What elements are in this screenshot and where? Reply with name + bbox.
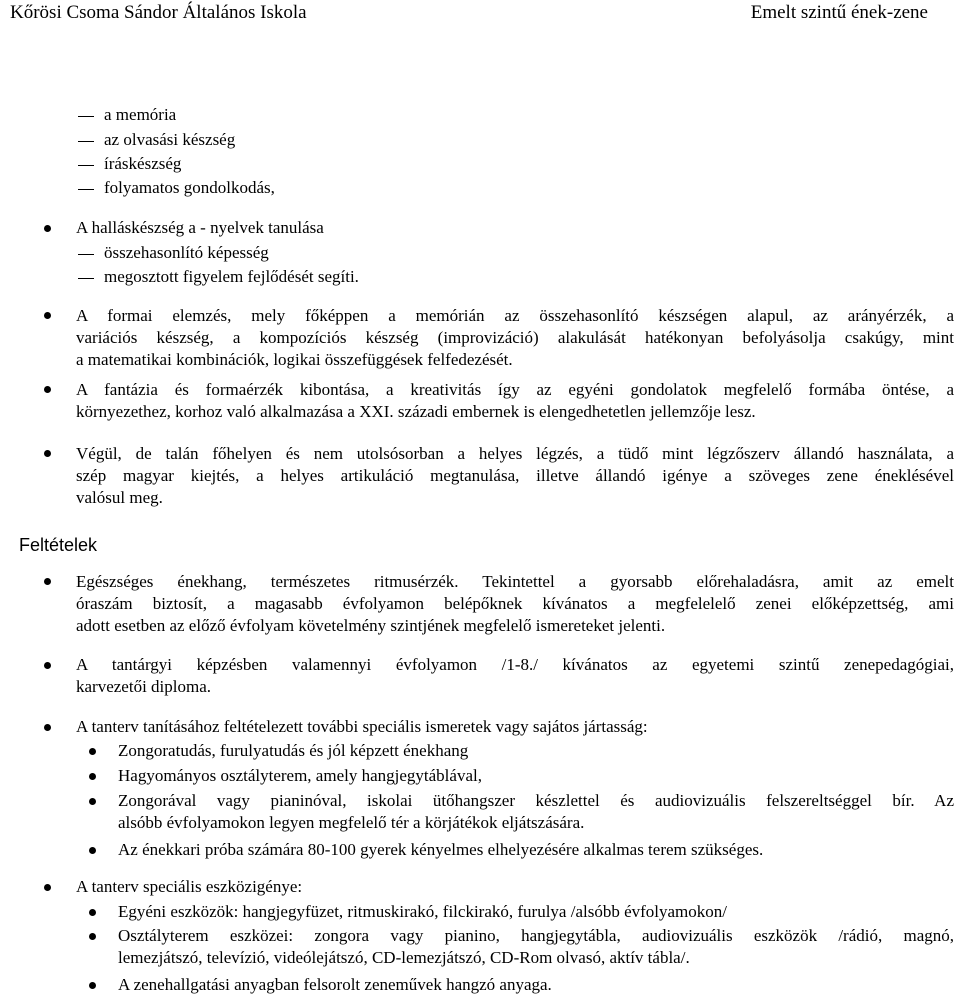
text-line: A fantázia és formaérzék kibontása, a kreativitás így az egyéni gondolatok megfelelő formába öntése, a [76, 380, 954, 399]
subject-name: Emelt szintű ének-zene [750, 2, 928, 23]
bullet-dot [89, 982, 96, 989]
dash-item: a memória [104, 105, 177, 124]
list-item-eszkozigeny: A tanterv speciális eszközigénye: [76, 877, 303, 896]
bullet-dot [89, 798, 96, 805]
text-line: karvezetői diploma. [76, 677, 212, 696]
text-line: A formai elemzés, mely főképpen a memórián az összehasonlító készségen alapul, az arányérzék, a [76, 306, 954, 325]
bullet-dot [44, 884, 51, 891]
dash-marker [78, 254, 94, 255]
sub-item [118, 790, 954, 834]
text-line: Osztályterem eszközei: zongora vagy pianino, hangjegytábla, audiovizuális eszközök /rádió, magnó, [118, 926, 954, 945]
text-line: alsóbb évfolyamokon legyen megfelelő tér a körjátékok eljátszására. [118, 813, 585, 832]
dash-item: összehasonlító képesség [104, 243, 269, 262]
text-line: a matematikai kombinációk, logikai összefüggések felfedezését. [76, 350, 513, 369]
text-line: szép magyar kiejtés, a helyes artikuláció megtanulása, illetve állandó igénye a szöveges zene éneklésével [76, 466, 954, 485]
text-line: A tantárgyi képzésben valamennyi évfolyamon /1-8./ kívánatos az egyetemi szintű zenepedagógiai, [76, 655, 954, 674]
text-line: óraszám biztosít, a magasabb évfolyamon belépőknek kívánatos a megfelelelő zenei előképzettség, ami [76, 594, 954, 613]
text-line: Végül, de talán főhelyen és nem utolsósorban a helyes légzés, a tüdő mint légzőszerv állandó használata, a [76, 444, 954, 463]
section-heading: Feltételek [19, 535, 98, 555]
bullet-dot [89, 909, 96, 916]
bullet-dot [89, 773, 96, 780]
bullet-dot [44, 662, 51, 669]
text-line: adott esetben az előző évfolyam követelmény szintjének megfelelő ismereteket jelenti. [76, 616, 666, 635]
dash-marker [78, 165, 94, 166]
bullet-dot [89, 933, 96, 940]
dash-marker [78, 278, 94, 279]
bullet-dot [44, 386, 51, 393]
dash-item: megosztott figyelem fejlődését segíti. [104, 267, 359, 286]
text-line: lemezjátszó, televízió, videólejátszó, CD-lemezjátszó, CD-Rom olvasó, aktív tábla/. [118, 948, 690, 967]
list-item-egeszseges [76, 571, 954, 637]
text-line: Zongorával vagy pianinóval, iskolai ütőhangszer készlettel és audiovizuális felszereltséggel bír. Az [118, 791, 954, 810]
text-line: valósul meg. [76, 488, 163, 507]
dash-marker [78, 189, 94, 190]
text-line: Egészséges énekhang, természetes ritmusérzék. Tekintettel a gyorsabb előrehaladásra, amit az emelt [76, 572, 954, 591]
dash-item: íráskészség [104, 154, 182, 173]
bullet-dot [89, 748, 96, 755]
sub-item: A zenehallgatási anyagban felsorolt zeneművek hangzó anyaga. [118, 975, 552, 994]
bullet-dot [44, 450, 51, 457]
dash-item: az olvasási készség [104, 130, 236, 149]
bullet-dot [44, 578, 51, 585]
sub-item: Zongoratudás, furulyatudás és jól képzett énekhang [118, 741, 469, 760]
dash-marker [78, 141, 94, 142]
dash-item: folyamatos gondolkodás, [104, 178, 275, 197]
bullet-dot [44, 312, 51, 319]
sub-item [118, 925, 954, 969]
list-item-fantazia [76, 379, 954, 423]
list-item-tanterv: A tanterv tanításához feltételezett további speciális ismeretek vagy sajátos jártasság: [76, 717, 648, 736]
sub-item: Egyéni eszközök: hangjegyfüzet, ritmuskirakó, filckirakó, furulya /alsóbb évfolyamokon/ [118, 902, 727, 921]
school-name: Kőrösi Csoma Sándor Általános Iskola [10, 2, 307, 23]
sub-item: Az énekkari próba számára 80-100 gyerek kényelmes elhelyezésére alkalmas terem szükséges. [118, 840, 764, 859]
list-item-hallas: A halláskészség a - nyelvek tanulása [76, 218, 324, 237]
dash-marker [78, 116, 94, 117]
list-item-tantargyi [76, 654, 954, 698]
list-item-formai [76, 305, 954, 371]
text-line: környezethez, korhoz való alkalmazása a XXI. századi embernek is elengedhetetlen jellemzője lesz. [76, 402, 756, 421]
text-line: variációs készség, a kompozíciós készség (improvizáció) alakulását hatékonyan befolyásolja csakúgy, mint [76, 328, 954, 347]
sub-item: Hagyományos osztályterem, amely hangjegytáblával, [118, 766, 482, 785]
page-header [0, 0, 960, 30]
bullet-dot [89, 847, 96, 854]
list-item-vegul [76, 443, 954, 509]
bullet-dot [44, 225, 51, 232]
bullet-dot [44, 724, 51, 731]
